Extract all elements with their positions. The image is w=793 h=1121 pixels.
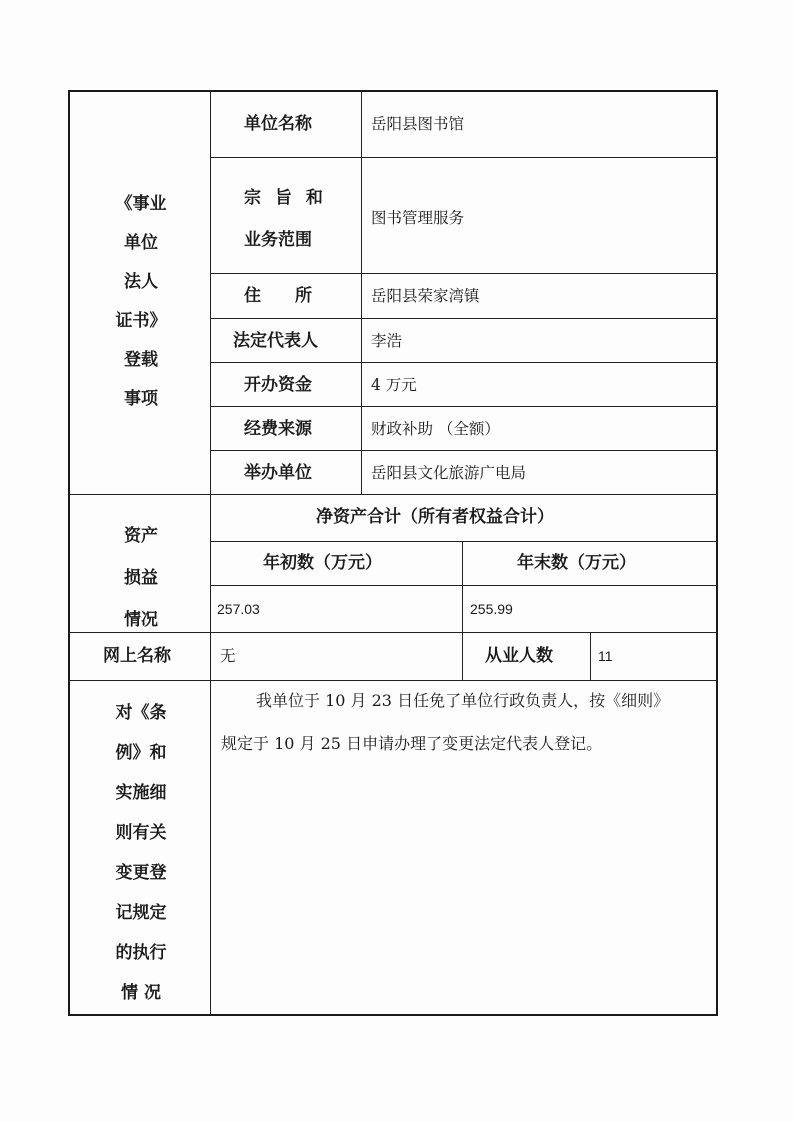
label-line: 变更登 [115,863,167,883]
online-name-label: 网上名称 [103,646,171,666]
label-line: 资产 [124,526,158,546]
label-line: 单位 [124,233,158,253]
legal-rep-value: 李浩 [371,332,403,350]
address-value: 岳阳县荣家湾镇 [371,287,480,305]
column-divider [210,90,211,1016]
row-divider [210,362,718,363]
sponsor-value: 岳阳县文化旅游广电局 [371,464,527,482]
end-year-header: 年末数（万元） [517,553,636,573]
staff-count-label: 从业人数 [485,646,553,666]
legal-rep-label: 法定代表人 [233,331,318,351]
certificate-items-label [96,185,186,419]
label-line: 例》和 [115,743,167,763]
purpose-scope-label-line1: 宗 旨 和 [244,188,327,208]
section-divider [68,494,718,495]
label-line: 实施细 [115,783,167,803]
compliance-text-line1: 我单位于 10 月 23 日任免了单位行政负责人，按《细则》 [256,691,670,710]
label-line: 登载 [124,350,158,370]
label-line: 的执行 [115,943,167,963]
address-label: 住 所 [244,286,312,306]
label-line: 情 况 [121,983,161,1003]
label-line: 损益 [124,568,158,588]
label-line: 事项 [124,389,158,409]
end-year-value: 255.99 [470,601,513,617]
unit-name-label: 单位名称 [244,114,312,134]
column-divider [462,541,463,632]
label-line: 则有关 [115,823,167,843]
net-assets-header: 净资产合计（所有者权益合计） [316,507,554,527]
funding-source-label: 经费来源 [244,419,312,439]
row-divider [210,585,718,586]
section-divider [68,680,718,681]
assets-label [96,515,186,641]
begin-year-header: 年初数（万元） [263,553,382,573]
row-divider [210,541,718,542]
purpose-scope-label-line2: 业务范围 [244,230,312,250]
row-divider [210,406,718,407]
column-divider [462,632,463,680]
label-line: 情况 [124,610,158,630]
label-line: 证书》 [115,311,167,331]
label-line: 记规定 [115,903,167,923]
capital-value: 4 万元 [371,376,417,394]
label-line: 《事业 [115,194,167,214]
funding-source-value: 财政补助 （全额） [371,420,500,438]
sponsor-label: 举办单位 [244,463,312,483]
row-divider [210,273,718,274]
compliance-text-line2: 规定于 10 月 25 日申请办理了变更法定代表人登记。 [221,734,603,753]
capital-label: 开办资金 [244,375,312,395]
label-line: 对《条 [115,703,167,723]
compliance-label [96,693,186,1013]
staff-count-value: 11 [598,648,613,664]
label-line: 法人 [124,272,158,292]
online-name-value: 无 [220,647,236,665]
begin-year-value: 257.03 [217,601,260,617]
column-divider [590,632,591,680]
row-divider [210,157,718,158]
row-divider [210,450,718,451]
row-divider [210,318,718,319]
column-divider [361,90,362,494]
purpose-scope-value: 图书管理服务 [371,209,465,227]
unit-name-value: 岳阳县图书馆 [371,115,465,133]
